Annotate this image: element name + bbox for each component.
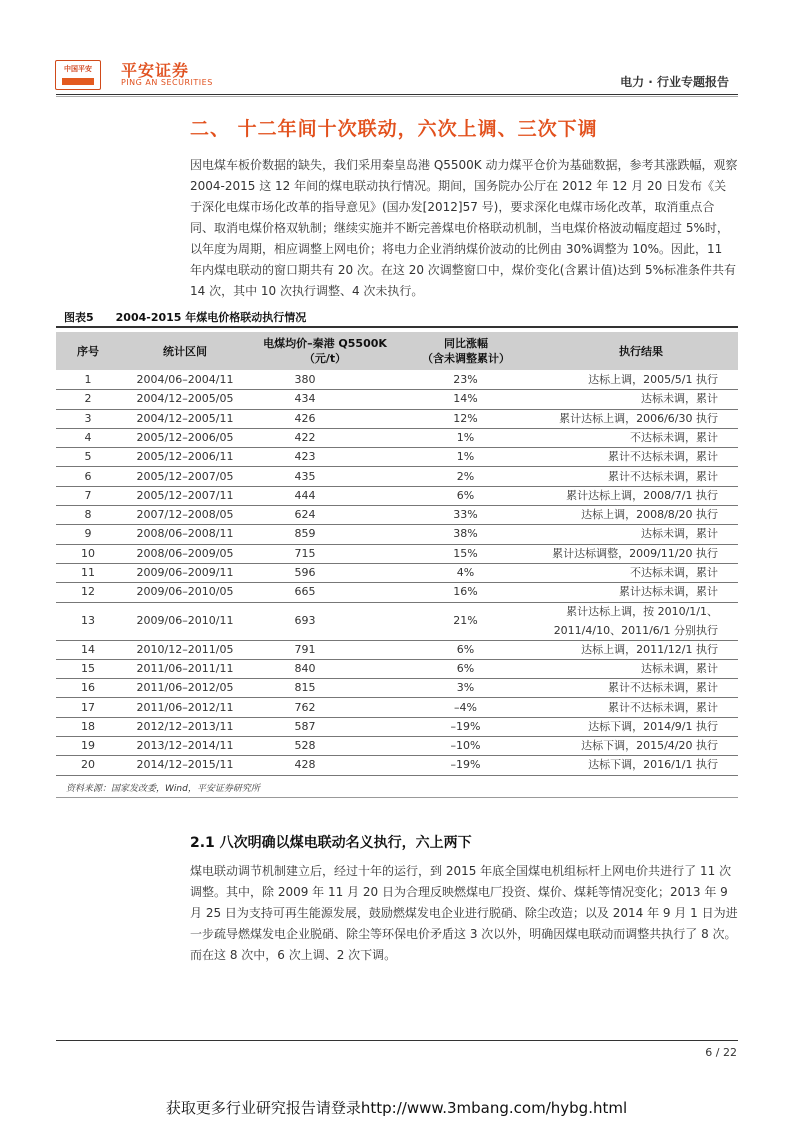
cell-pct: 16% [453,585,478,599]
report-type: 电力 · 行业专题报告 [620,75,729,89]
table-label: 图表5 [64,311,94,324]
cell-price: 426 [294,411,316,425]
cell-result [526,602,738,640]
section-paragraph: 因电煤车板价数据的缺失，我们采用秦皇岛港 Q5500K 动力煤平仓价为基础数据，参考其涨跌幅，观察 2004-2015 这 12 年间的煤电联动执行情况。期间，国务院办公厅在 2012 年 12 月 20 日发布《关于深化电煤市场化改革的指导意见》(国办发[2012]57 号)，要求深化电煤市场化改革，取消重点合同、取消电煤价格双轨制；继续实施并不断完善煤电价格联动机制，当电煤价格波动幅度超过 5%时，以年度为周期，相应调整上网电价；将电力企业消纳煤价波动的比例由 30%调整为 10%。因此，11 年内煤电联动的窗口期共有 20 次。在这 20 次调整窗口中，煤价变化(含累计值)达到 5%标准条件共有 14 次，其中 10 次执行调整、4 次未执行。 [190,158,738,298]
cell-range: 2012/12–2013/11 [136,719,234,733]
section-title: 二、 十二年间十次联动，六次上调、三次下调 [190,118,598,140]
cell-price: 587 [294,719,316,733]
cell-pct: –10% [450,739,481,753]
cell-pct: 6% [456,661,475,675]
cell-no: 12 [81,585,95,599]
cell-no: 13 [81,613,95,627]
col-header-pct [396,336,536,366]
cell-no: 6 [84,469,92,483]
cell-price: 840 [294,661,316,675]
table-row [56,717,738,737]
header-divider [56,94,738,95]
cell-result: 累计达标上调，2006/6/30 执行 [559,411,718,425]
cell-price: 422 [294,430,316,444]
col-header-price-line1: 电煤均价–秦港 Q5500K [263,337,387,350]
cell-price: 791 [294,642,316,656]
cell-pct: –4% [454,700,477,714]
brand-name-en: PING AN SECURITIES [121,78,213,87]
cell-price: 423 [294,450,316,464]
cell-pct: 4% [456,566,475,579]
col-header-price [240,336,410,366]
table-caption-text: 2004-2015 年煤电价格联动执行情况 [115,311,307,324]
cell-result-line: 2011/4/10、2011/6/1 分别执行 [553,623,718,637]
logo-text: 中国平安 [64,65,92,73]
table-row [56,582,738,602]
col-header-price-line2: （元/t） [303,352,347,365]
cell-price: 665 [294,585,316,599]
page-number: 6 / 22 [705,1046,737,1059]
table-row [56,659,738,679]
cell-no: 17 [81,700,95,714]
cell-range: 2004/12–2005/05 [136,392,234,406]
cell-pct: 21% [453,613,478,627]
footer-divider [56,1040,738,1041]
cell-pct: 12% [453,411,478,425]
cell-pct: –19% [450,758,481,772]
table-row [56,370,738,390]
table-source: 资料来源：国家发改委，Wind，平安证券研究所 [66,784,260,794]
cell-no: 19 [81,739,95,753]
cell-result: 累计不达标未调，累计 [608,469,718,483]
cell-price: 380 [294,373,316,386]
cell-result: 累计不达标未调，累计 [608,700,718,714]
col-header-no: 序号 [77,345,99,358]
cell-result: 达标未调，累计 [641,392,718,406]
cell-price: 528 [294,739,316,753]
cell-pct: –19% [450,719,481,733]
cell-no: 16 [81,681,95,695]
cell-pct: 6% [456,642,475,656]
cell-result: 累计达标调整，2009/11/20 执行 [552,546,718,560]
watermark-link[interactable]: 获取更多行业研究报告请登录http://www.3mbang.com/hybg.html [165,1099,628,1117]
table-row [56,544,738,564]
logo-bar [62,78,94,85]
cell-no: 10 [81,546,95,560]
cell-no: 5 [84,450,92,464]
cell-price: 624 [294,508,316,522]
cell-range: 2008/06–2008/11 [136,527,234,541]
cell-pct: 14% [453,392,478,406]
cell-result: 不达标未调，累计 [630,430,718,444]
cell-no: 4 [84,430,92,444]
cell-no: 2 [84,392,92,406]
cell-no: 11 [81,566,95,579]
cell-pct: 1% [456,450,475,464]
cell-result-line: 累计达标上调，按 2010/1/1、 [566,604,718,618]
cell-result: 达标未调，累计 [641,527,718,541]
table-caption-divider [56,326,738,328]
cell-range: 2004/06–2004/11 [136,373,234,386]
col-header-pct-line2: （含未调整累计） [422,352,510,365]
cell-pct: 6% [456,488,475,502]
cell-no: 20 [81,758,95,772]
cell-price: 693 [294,613,316,627]
cell-price: 596 [294,566,316,579]
brand-name: 平安证券 [121,61,190,80]
cell-price: 428 [294,758,316,772]
cell-range: 2011/06–2012/11 [136,700,234,714]
cell-range: 2008/06–2009/05 [136,546,234,560]
table-header [56,332,738,370]
cell-no: 7 [84,488,92,502]
cell-range: 2011/06–2011/11 [136,661,234,675]
table-row [56,467,738,487]
cell-result: 不达标未调，累计 [630,566,718,579]
cell-price: 435 [294,469,316,483]
cell-pct: 38% [453,527,478,541]
cell-result: 达标上调，2008/8/20 执行 [581,508,718,522]
cell-range: 2005/12–2007/11 [136,488,234,502]
cell-result: 达标下调，2014/9/1 执行 [588,719,718,733]
company-logo [55,60,101,90]
cell-price: 762 [294,700,316,714]
cell-range: 2005/12–2006/11 [136,450,234,464]
cell-result: 累计不达标未调，累计 [608,450,718,464]
col-header-range: 统计区间 [163,345,207,358]
col-header-pct-line1: 同比涨幅 [444,337,488,350]
table-row [56,602,738,641]
cell-result: 达标下调，2016/1/1 执行 [588,758,718,772]
cell-range: 2005/12–2006/05 [136,430,234,444]
cell-no: 8 [84,508,92,522]
cell-price: 715 [294,546,316,560]
cell-no: 3 [84,411,92,425]
cell-result: 达标未调，累计 [641,661,718,675]
cell-price: 434 [294,392,316,406]
cell-result: 累计达标未调，累计 [619,585,718,599]
cell-price: 859 [294,527,316,541]
cell-no: 1 [84,373,92,386]
table-bottom-divider [56,797,738,798]
table-row [56,678,738,698]
cell-pct: 3% [456,681,475,695]
cell-result: 累计不达标未调，累计 [608,681,718,695]
cell-no: 18 [81,719,95,733]
table-row [56,563,738,583]
cell-pct: 15% [453,546,478,560]
cell-range: 2013/12–2014/11 [136,739,234,753]
col-header-result: 执行结果 [619,345,663,358]
table-row [56,409,738,429]
table-row [56,428,738,448]
cell-range: 2009/06–2010/05 [136,585,234,599]
table-row [56,524,738,544]
cell-no: 14 [81,642,95,656]
table-row [56,447,738,467]
subsection-title: 2.1 八次明确以煤电联动名义执行，六上两下 [190,835,472,851]
cell-no: 9 [84,527,92,541]
cell-result: 达标下调，2015/4/20 执行 [581,739,718,753]
table-row [56,755,738,775]
table-row [56,486,738,506]
cell-price: 815 [294,681,316,695]
table-row [56,640,738,660]
cell-range: 2004/12–2005/11 [136,411,234,425]
cell-result: 达标上调，2005/5/1 执行 [588,373,718,386]
cell-range: 2009/06–2010/11 [136,613,234,627]
cell-range: 2005/12–2007/05 [136,469,234,483]
cell-range: 2007/12–2008/05 [136,508,234,522]
cell-result: 达标上调，2011/12/1 执行 [581,642,718,656]
cell-result: 累计达标上调，2008/7/1 执行 [566,488,718,502]
cell-range: 2009/06–2009/11 [136,566,234,579]
cell-range: 2014/12–2015/11 [136,758,234,772]
table-caption [64,309,306,325]
cell-pct: 33% [453,508,478,522]
cell-range: 2011/06–2012/05 [136,681,234,695]
table-row [56,736,738,756]
cell-pct: 23% [453,373,478,386]
table-row [56,389,738,409]
table-row [56,505,738,525]
cell-pct: 1% [456,430,475,444]
cell-pct: 2% [456,469,475,483]
cell-price: 444 [294,488,316,502]
subsection-paragraph: 煤电联动调节机制建立后，经过十年的运行，到 2015 年底全国煤电机组标杆上网电价共进行了 11 次调整。其中，除 2009 年 11 月 20 日为合理反映燃煤电厂投资、煤价、煤耗等情况变化；2013 年 9 月 25 日为支持可再生能源发展，鼓励燃煤发电企业进行脱硝、除尘改造；以及 2014 年 9 月 1 日为进一步疏导燃煤发电企业脱硝、除尘等环保电价矛盾这 3 次以外，明确因煤电联动而调整共执行了 8 次。而在这 8 次中，6 次上调、2 次下调。 [190,864,738,962]
header-divider-thin [56,96,738,97]
cell-range: 2010/12–2011/05 [136,642,234,656]
table-row [56,698,738,718]
cell-no: 15 [81,661,95,675]
